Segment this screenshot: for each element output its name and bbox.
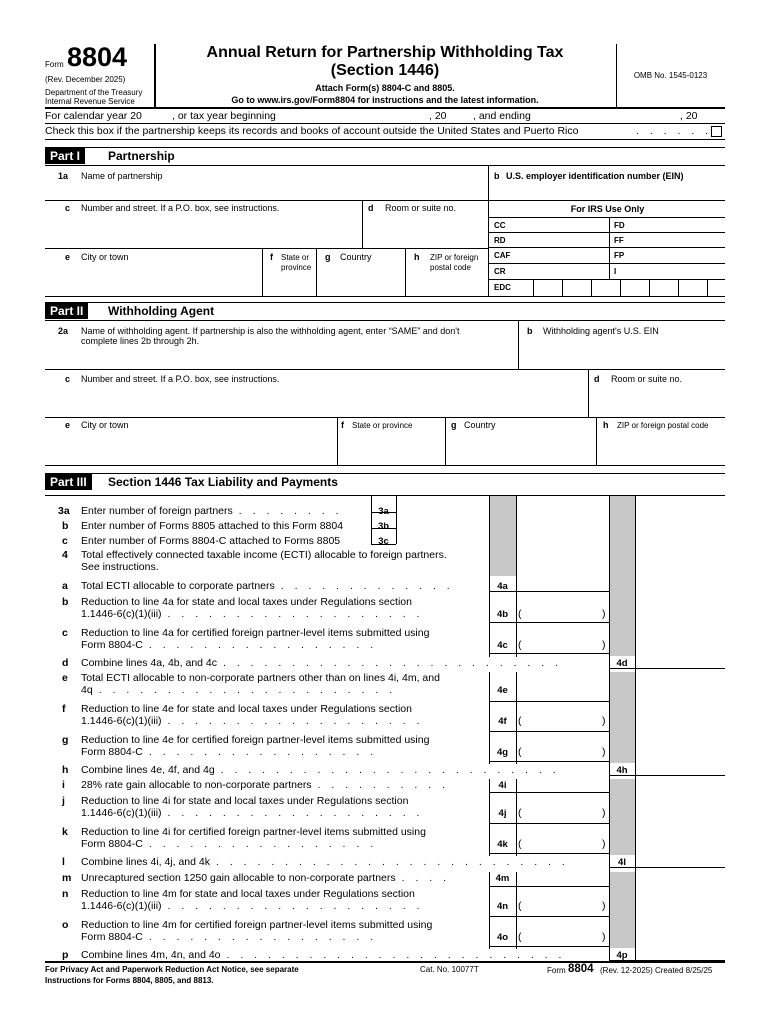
line-box-label: 4g [496,747,509,758]
amount-field[interactable] [517,929,608,944]
leader-dots: . . . . . . . . . . . . . . . . . [148,746,378,758]
line-number: l [62,856,65,868]
amount-field[interactable] [517,637,608,652]
leader-dots: . . . . . . . . . . [317,779,449,791]
paren-open: ( [518,900,522,912]
attach-note: Attach Form(s) 8804-C and 8805. [315,83,455,93]
leader-dots: . . . . . . . . . . . . . . . . . [148,639,378,651]
paren-close: ) [602,715,606,727]
agent-room-label: Room or suite no. [611,374,683,384]
line-number: d [62,657,69,669]
partnership-country-field[interactable] [318,265,403,293]
goto-note: Go to www.irs.gov/Form8804 for instructions and the latest information. [231,95,539,105]
line-number: f [62,703,66,715]
line-label: Reduction to line 4a for state and local taxes under Regulations section [81,596,412,608]
line-box-label: 4m [495,873,510,884]
paren-open: ( [518,838,522,850]
line-box-label: 3b [377,521,390,532]
line-box-label: 4j [498,808,507,819]
leader-dots: . . . . . . . . . . . . . . . . . . . . . . . . . [226,949,566,961]
partnership-street-field[interactable] [80,216,360,246]
agent-street-field[interactable] [80,388,585,414]
line-label-cont: Form 8804-C [81,931,143,943]
paren-open: ( [518,931,522,943]
amount-field[interactable] [397,518,487,533]
part2-tag: Part II [45,303,88,319]
line-label: Reduction to line 4m for certified foreign partner-level items submitted using [81,919,433,931]
paren-close: ) [602,746,606,758]
amount-field[interactable] [517,805,608,820]
line-label: 28% rate gain allocable to non-corporate partners [81,779,312,791]
line-label: Enter number of Forms 8805 attached to this Form 8804 [81,520,344,532]
paren-open: ( [518,639,522,651]
line-number: n [62,888,69,900]
line-number: g [62,734,69,746]
paren-open: ( [518,715,522,727]
agent-street-label: Number and street. If a P.O. box, see instructions. [81,374,280,384]
line-label-cont: Form 8804-C [81,746,143,758]
line-label-cont: Form 8804-C [81,838,143,850]
line-label: Total ECTI allocable to corporate partners [81,580,275,592]
line-label: Combine lines 4m, 4n, and 4o [81,949,221,961]
line-label: Reduction to line 4m for state and local taxes under Regulations section [81,888,415,900]
amount-field[interactable] [517,777,608,792]
dept-irs: Internal Revenue Service [45,97,135,106]
leader-dots: . . . . . . . . . . . . . . . . . . . . . . . . . [223,657,562,669]
privacy-notice: For Privacy Act and Paperwork Reduction Act Notice, see separate [45,965,299,974]
part2-title: Withholding Agent [108,304,215,318]
agent-name-field[interactable] [80,349,516,367]
paren-open: ( [518,608,522,620]
leader-dots: . . . . . . . . . . . . . . . . . . . . . . [98,684,397,696]
amount-field[interactable] [636,947,724,962]
line-number: e [62,672,68,684]
agent-room-field[interactable] [591,388,722,414]
line-box-label: 4h [616,765,628,776]
line-label: Combine lines 4a, 4b, and 4c [81,657,218,669]
line-box-label: 3a [378,506,389,517]
line-label: Combine lines 4i, 4j, and 4k [81,856,210,868]
line-number: c [62,535,68,547]
agent-state-field[interactable] [340,434,443,462]
line-label-cont: 1.1446-6(c)(1)(iii) [81,715,162,727]
leader-dots: . . . . . . . . . . . . . . . . . . . [167,900,424,912]
line-label: Combine lines 4e, 4f, and 4g [81,764,215,776]
partnership-ein-field[interactable] [492,184,722,199]
line-number: b [62,520,69,532]
line-box-label: 4b [496,609,509,620]
amount-field[interactable] [517,744,608,759]
line-number: o [62,919,69,931]
amount-field[interactable] [397,503,487,518]
line-label-cont: See instructions. [81,561,159,573]
amount-field[interactable] [517,578,608,593]
line-box-label: 4f [498,716,507,727]
agent-name-label: Name of withholding agent. If partnership is also the withholding agent, enter “SAME” and don't [81,326,460,336]
leader-dots: . . . . . . . . . . . . . . . . . . . . . . . . . [220,764,560,776]
line-number: b [62,596,69,608]
paren-close: ) [602,608,606,620]
line-number: k [62,826,68,838]
line-label-cont: 1.1446-6(c)(1)(iii) [81,608,162,620]
agent-country-field[interactable] [448,434,593,462]
line-number: p [62,949,69,961]
line-label: Reduction to line 4i for state and local taxes under Regulations section [81,795,409,807]
line-label: Reduction to line 4a for certified foreign partner-level items submitted using [81,627,430,639]
amount-field[interactable] [517,898,608,913]
amount-field[interactable] [517,606,608,621]
amount-field[interactable] [636,655,724,670]
paren-close: ) [602,900,606,912]
line-box-label: 4p [616,950,628,961]
omb-number: OMB No. 1545-0123 [633,71,708,80]
partnership-city-label: City or town [81,252,129,262]
line-label: Reduction to line 4i for certified foreign partner-level items submitted using [81,826,426,838]
amount-field[interactable] [636,854,724,869]
line-number: a [62,580,68,592]
leader-dots: . . . . . . . . . . . . . [280,580,454,592]
line-label-cont: 4q [81,684,93,696]
line-label: Total ECTI allocable to non-corporate partners other than on lines 4i, 4m, and [81,672,440,684]
line-label: Reduction to line 4e for certified foreign partner-level items submitted using [81,734,430,746]
part1-tag: Part I [45,148,85,164]
line-box-label: 4l [618,857,626,868]
paren-open: ( [518,746,522,758]
amount-field[interactable] [636,762,724,777]
amount-field[interactable] [397,533,487,548]
amount-field[interactable] [517,713,608,728]
form-title-line1: Annual Return for Partnership Withholding Tax [206,44,564,61]
leader-dots: . . . . . . . . . . . . . . . . . . . [167,715,424,727]
line-label-cont: 1.1446-6(c)(1)(iii) [81,807,162,819]
line-label: Reduction to line 4e for state and local taxes under Regulations section [81,703,412,715]
leader-dots: . . . . . . . . [238,505,343,517]
partnership-city-field[interactable] [80,265,260,293]
partnership-street-label: Number and street. If a P.O. box, see instructions. [81,203,280,213]
line-label: Unrecaptured section 1250 gain allocable to non-corporate partners [81,872,396,884]
line-box-label: 3c [378,536,389,547]
outside-us-check-label: Check this box if the partnership keeps its records and books of account outside the United States and Puerto Rico [45,125,579,137]
agent-ein-label: Withholding agent's U.S. EIN [543,326,659,336]
form-word: Form [45,60,64,69]
line-number: i [62,779,65,791]
line-label-cont: 1.1446-6(c)(1)(iii) [81,900,162,912]
paren-open: ( [518,807,522,819]
agent-ein-field[interactable] [521,340,722,367]
agent-zip-field[interactable] [599,434,722,462]
outside-us-checkbox[interactable] [711,126,722,137]
partnership-room-field[interactable] [365,216,485,246]
leader-dots: . . . . [401,872,451,884]
line-number: 4 [62,549,68,561]
partnership-room-label: Room or suite no. [385,203,457,213]
paren-close: ) [602,639,606,651]
line-box-label: 4c [497,640,508,651]
partnership-ein-label: U.S. employer identification number (EIN) [506,171,684,181]
amount-field[interactable] [517,836,608,851]
paren-close: ) [602,838,606,850]
part1-title: Partnership [108,149,175,163]
partnership-state-field[interactable] [264,274,314,294]
line-number: c [62,627,68,639]
part3-title: Section 1446 Tax Liability and Payments [108,475,338,489]
form-title-line2: (Section 1446) [330,62,440,79]
paren-close: ) [602,807,606,819]
line-label-cont: Form 8804-C [81,639,143,651]
line-box-label: 4a [497,581,508,592]
line-box-label: 4o [496,932,509,943]
amount-field[interactable] [517,682,608,697]
dept-treasury: Department of the Treasury [45,88,143,97]
line-box-label: 4i [498,780,507,791]
agent-city-field[interactable] [80,434,334,462]
catalog-number: Cat. No. 10077T [420,965,479,974]
leader-dots: . . . . . . . . . . . . . . . . . [148,931,378,943]
line-label: Total effectively connected taxable income (ECTI) allocable to foreign partners. [81,549,447,561]
partnership-name-label: Name of partnership [81,171,163,181]
line-number: m [62,872,72,884]
paren-close: ) [602,931,606,943]
line-label: Enter number of Forms 8804-C attached to Forms 8805 [81,535,341,547]
agent-city-label: City or town [81,420,129,430]
line-box-label: 4e [497,685,508,696]
leader-dots: . . . . . . . . . . . . . . . . . . . . . . . . . . [216,856,569,868]
form-number: 8804 [67,42,128,72]
partnership-name-field[interactable] [80,184,486,199]
form-revision: (Rev. December 2025) [45,75,126,84]
line-box-label: 4d [616,658,628,669]
part3-tag: Part III [45,474,92,490]
line-label: Enter number of foreign partners [81,505,233,517]
line-number: j [62,795,65,807]
line-number: h [62,764,69,776]
line-number: 3a [58,505,70,517]
line-box-label: 4k [497,839,508,850]
line-box-label: 4n [496,901,509,912]
partnership-zip-field[interactable] [407,274,487,294]
leader-dots: . . . . . . . . . . . . . . . . . . . [167,608,424,620]
leader-dots: . . . . . . . . . . . . . . . . . . . [167,807,424,819]
leader-dots: . . . . . . . . . . . . . . . . . [148,838,378,850]
amount-field[interactable] [517,870,608,885]
